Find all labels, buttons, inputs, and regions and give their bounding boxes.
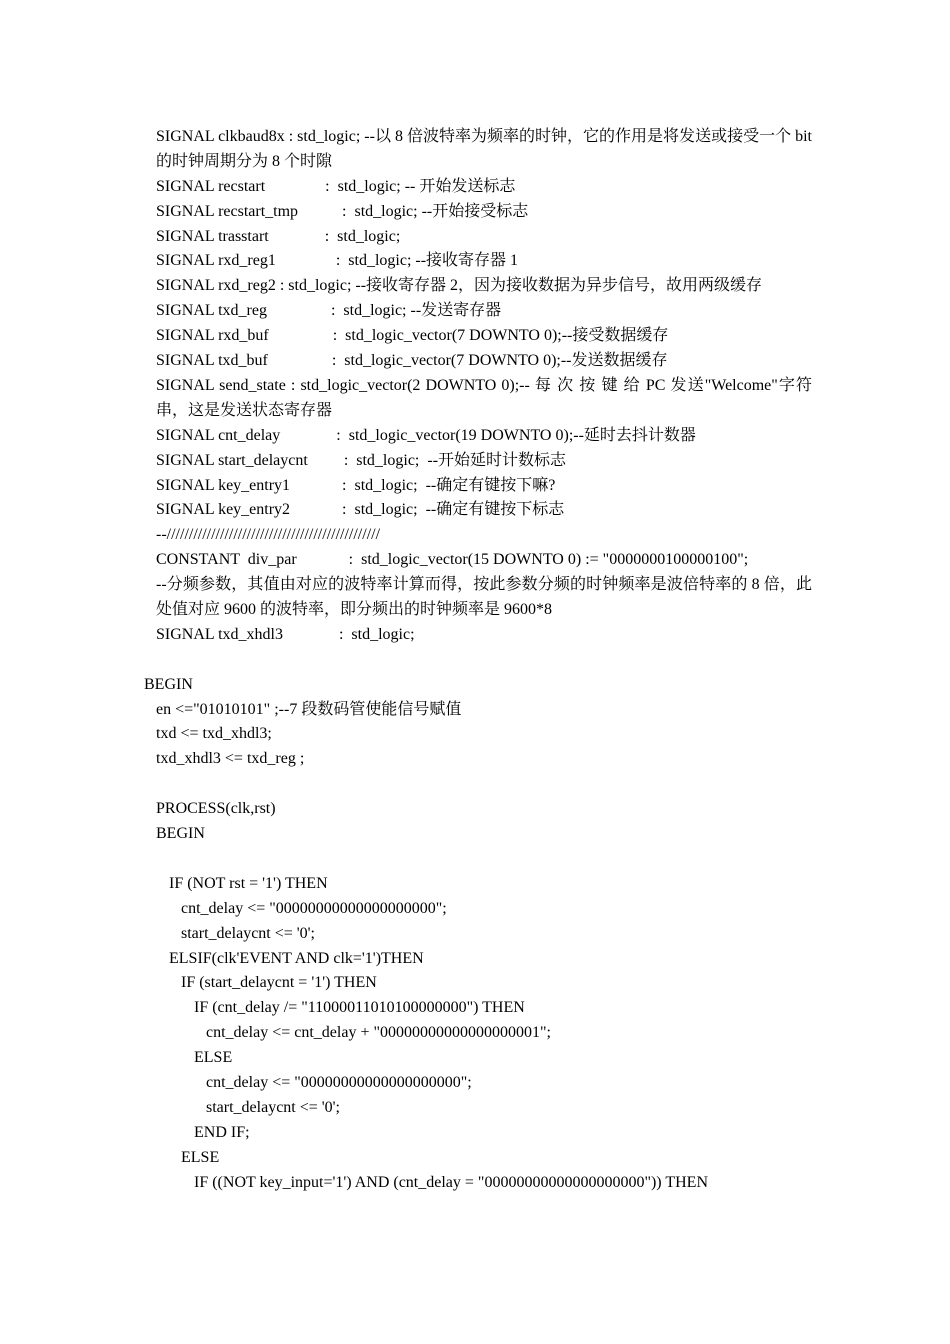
code-line: IF (start_delaycnt = '1') THEN [181, 974, 377, 992]
code-line: IF (cnt_delay /= "11000011010100000000") THEN [194, 999, 525, 1017]
code-line: ELSE [194, 1049, 233, 1067]
blank-line [144, 648, 812, 673]
code-line: SIGNAL txd_buf : std_logic_vector(7 DOWNTO 0);--发送数据缓存 [156, 352, 668, 370]
code-line: SIGNAL rxd_reg2 : std_logic; --接收寄存器 2，因为接收数据为异步信号，故用两级缓存 [156, 277, 763, 295]
vhdl-code-listing [144, 125, 812, 1195]
code-line: PROCESS(clk,rst) [156, 800, 276, 818]
code-line: BEGIN [156, 825, 205, 843]
code-line: SIGNAL key_entry1 : std_logic; --确定有键按下嘛? [156, 476, 556, 494]
code-line: SIGNAL trasstart : std_logic; [156, 227, 401, 245]
code-line: BEGIN [144, 675, 193, 693]
code-line: SIGNAL rxd_buf : std_logic_vector(7 DOWNTO 0);--接受数据缓存 [156, 327, 669, 345]
code-line: SIGNAL rxd_reg1 : std_logic; --接收寄存器 1 [156, 252, 519, 270]
code-line: start_delaycnt <= '0'; [206, 1098, 340, 1116]
code-line: SIGNAL txd_xhdl3 : std_logic; [156, 625, 415, 643]
code-line: IF (NOT rst = '1') THEN [169, 874, 328, 892]
code-line: IF ((NOT key_input='1') AND (cnt_delay = "00000000000000000000")) THEN [194, 1173, 708, 1191]
code-line: cnt_delay <= cnt_delay + "00000000000000000001"; [206, 1024, 551, 1042]
code-line: SIGNAL start_delaycnt : std_logic; --开始延时计数标志 [156, 451, 567, 469]
blank-line [144, 847, 812, 872]
code-line: CONSTANT div_par : std_logic_vector(15 DOWNTO 0) := "0000000100000100"; [156, 551, 749, 569]
code-line: SIGNAL txd_reg : std_logic; --发送寄存器 [156, 302, 502, 320]
code-line: SIGNAL recstart : std_logic; -- 开始发送标志 [156, 177, 516, 195]
code-line: SIGNAL clkbaud8x : std_logic; --以 8 倍波特率为频率的时钟，它的作用是将发送或接受一个 bit 的时钟周期分为 8 个时隙 [156, 128, 812, 170]
code-line: ELSE [181, 1148, 220, 1166]
code-line: en <="01010101" ;--7 段数码管使能信号赋值 [156, 700, 462, 718]
code-line: cnt_delay <= "00000000000000000000"; [181, 899, 447, 917]
comment-divider: --//////////////////////////////////////////////// [156, 526, 381, 544]
code-line: END IF; [194, 1123, 250, 1141]
blank-line [144, 772, 812, 797]
code-line: cnt_delay <= "00000000000000000000"; [206, 1073, 472, 1091]
comment-line: --分频参数，其值由对应的波特率计算而得，按此参数分频的时钟频率是波倍特率的 8 倍，此处值对应 9600 的波特率，即分频出的时钟频率是 9600*8 [156, 576, 812, 619]
code-line: SIGNAL send_state : std_logic_vector(2 DOWNTO 0);-- 每 次 按 键 给 PC 发送"Welcome"字符串，这是发送状态寄存器 [156, 376, 812, 419]
code-line: SIGNAL key_entry2 : std_logic; --确定有键按下标志 [156, 501, 565, 519]
code-line: ELSIF(clk'EVENT AND clk='1')THEN [169, 949, 424, 967]
code-line: SIGNAL cnt_delay : std_logic_vector(19 DOWNTO 0);--延时去抖计数器 [156, 426, 696, 444]
code-line: txd_xhdl3 <= txd_reg ; [156, 750, 305, 768]
code-line: SIGNAL recstart_tmp : std_logic; --开始接受标志 [156, 202, 529, 220]
code-line: start_delaycnt <= '0'; [181, 924, 315, 942]
code-line: txd <= txd_xhdl3; [156, 725, 272, 743]
